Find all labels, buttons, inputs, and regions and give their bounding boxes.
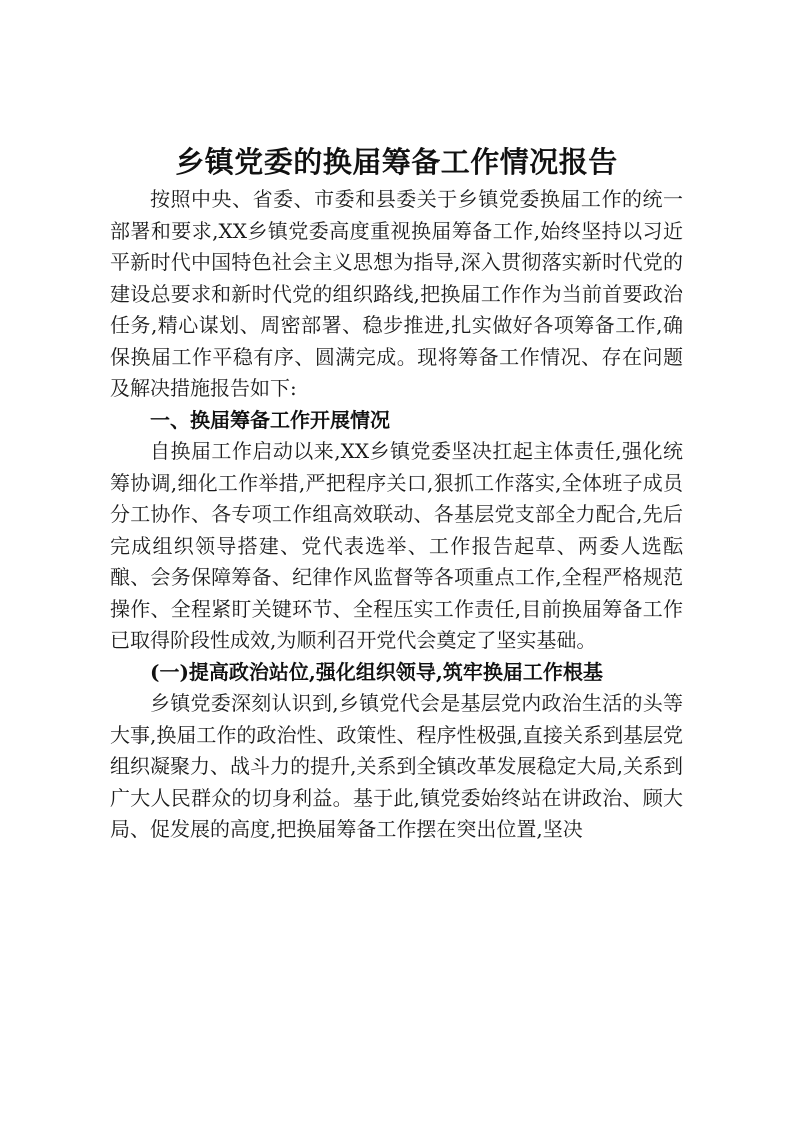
section-heading: 一、换届筹备工作开展情况 [150,407,390,432]
document-title: 乡镇党委的换届筹备工作情况报告 [175,145,618,179]
section-paragraph: 自换届工作启动以来,XX乡镇党委坚决扛起主体责任,强化统筹协调,细化工作举措,严把程序关口,狠抓工作落实,全体班子成员分工协作、各专项工作组高效联动、各基层党支部全力配合,先后完成组织领导搭建、党代表选举、工作报告起草、两委人选酝酿、会务保障筹备、纪律作风监督等各项重点工作,全程严格规范操作、全程紧盯关键环节、全程压实工作责任,目前换届筹备工作已取得阶段性成效,为顺利召开党代会奠定了坚实基础。 [110,439,683,652]
subsection-heading: (一)提高政治站位,强化组织领导,筑牢换届工作根基 [150,659,603,684]
intro-paragraph: 按照中央、省委、市委和县委关于乡镇党委换届工作的统一部署和要求,XX乡镇党委高度重视换届筹备工作,始终坚持以习近平新时代中国特色社会主义思想为指导,深入贯彻落实新时代党的建设总要求和新时代党的组织路线,把换届工作作为当前首要政治任务,精心谋划、周密部署、稳步推进,扎实做好各项筹备工作,确保换届工作平稳有序、圆满完成。现将筹备工作情况、存在问题及解决措施报告如下: [110,187,683,400]
subsection-paragraph: 乡镇党委深刻认识到,乡镇党代会是基层党内政治生活的头等大事,换届工作的政治性、政策性、程序性极强,直接关系到基层党组织凝聚力、战斗力的提升,关系到全镇改革发展稳定大局,关系到广大人民群众的切身利益。基于此,镇党委始终站在讲政治、顾大局、促发展的高度,把换届筹备工作摆在突出位置,坚决 [110,691,683,841]
